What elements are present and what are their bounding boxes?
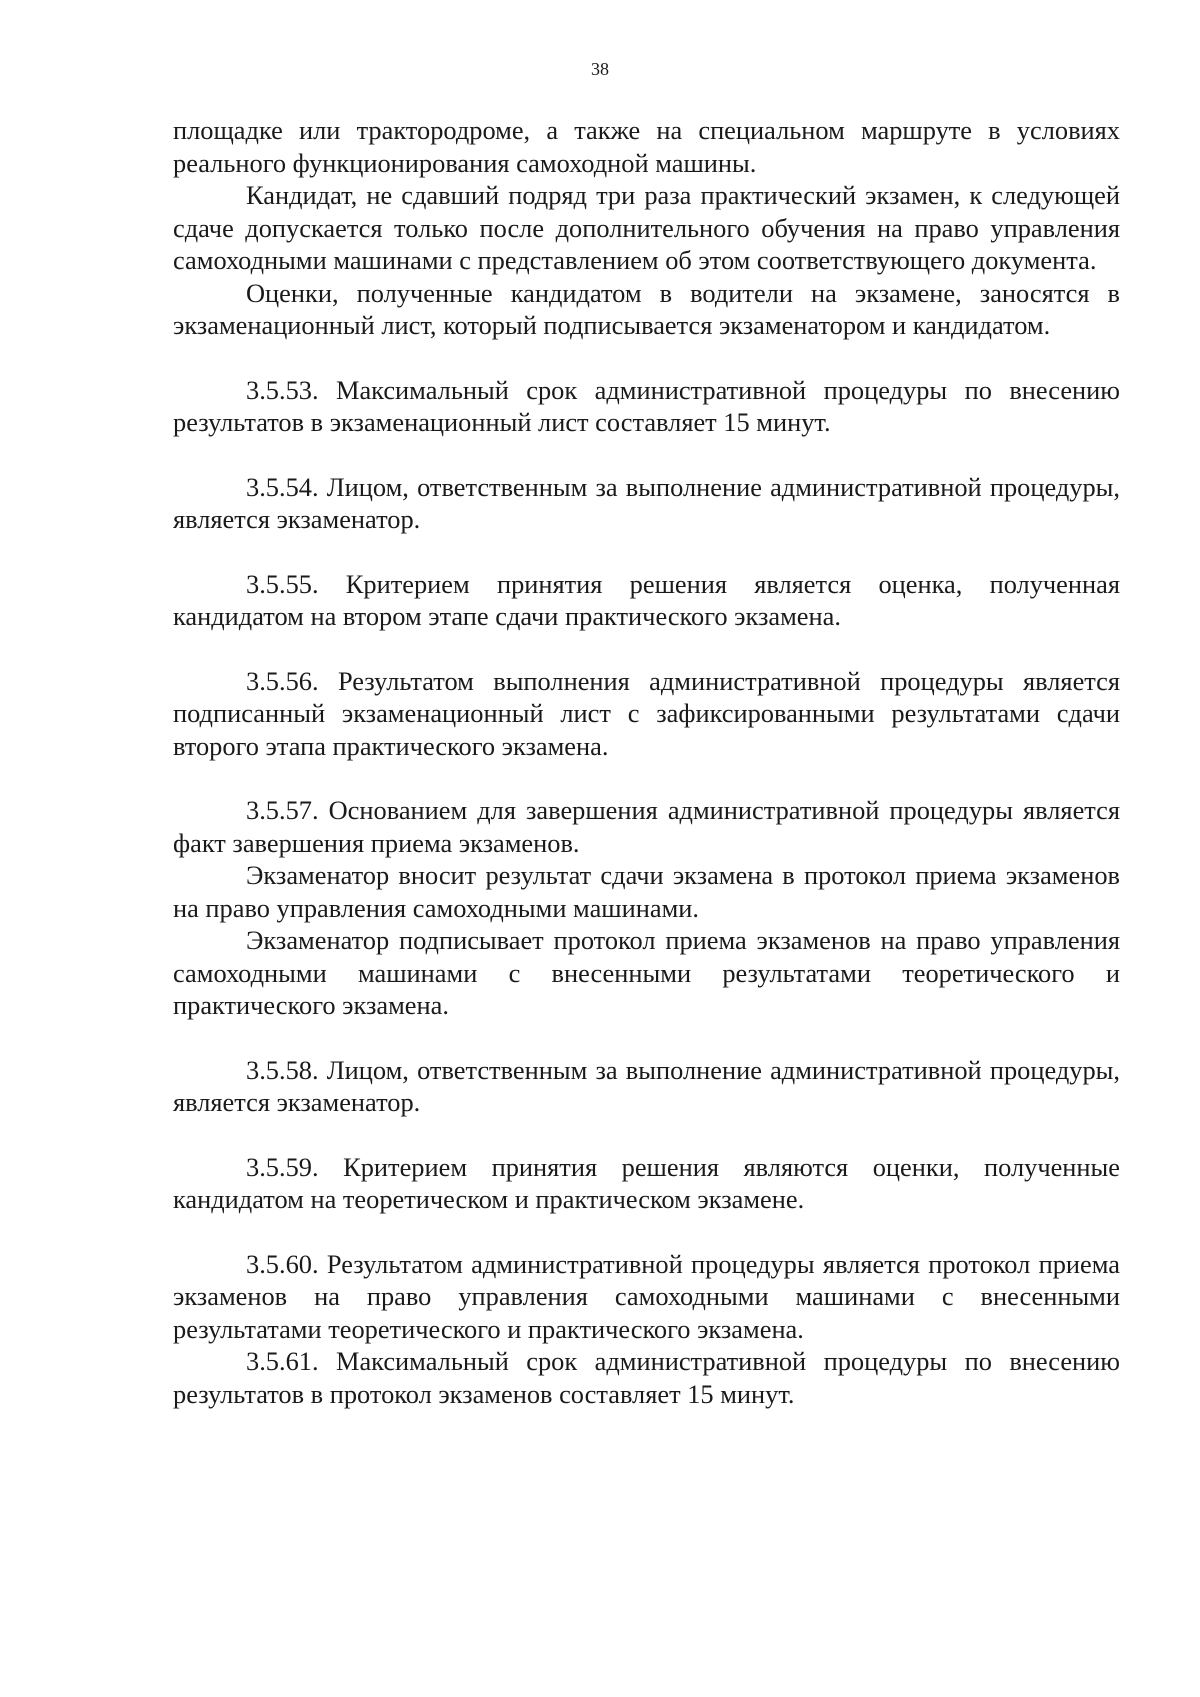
paragraph-3-5-58: 3.5.58. Лицом, ответственным за выполнение административной процедуры, является экзаменатор.: [173, 1054, 1120, 1117]
paragraph-continuation: площадке или трактородроме, а также на специальном маршруте в условиях реального функционирования самоходной машины.: [173, 115, 1120, 178]
paragraph-3-5-61: 3.5.61. Максимальный срок административной процедуры по внесению результатов в протокол экзаменов составляет 15 минут.: [173, 1346, 1120, 1409]
paragraph-candidate-retake: Кандидат, не сдавший подряд три раза практический экзамен, к следующей сдаче допускается только после дополнительного обучения на право управления самоходными машинами с представлением об этом соответствующего документа.: [173, 180, 1120, 275]
paragraph-3-5-60: 3.5.60. Результатом административной процедуры является протокол приема экзаменов на право управления самоходными машинами с внесенными результатами теоретического и практического экзамена.: [173, 1248, 1120, 1344]
paragraph-3-5-59: 3.5.59. Критерием принятия решения являются оценки, полученные кандидатом на теоретическом и практическом экзамене.: [173, 1151, 1120, 1214]
paragraph-3-5-55: 3.5.55. Критерием принятия решения является оценка, полученная кандидатом на втором этапе сдачи практического экзамена.: [173, 568, 1120, 631]
paragraph-3-5-56: 3.5.56. Результатом выполнения административной процедуры является подписанный экзаменационный лист с зафиксированными результатами сдачи второго этапа практического экзамена.: [173, 665, 1120, 761]
paragraph-3-5-53: 3.5.53. Максимальный срок административной процедуры по внесению результатов в экзаменационный лист составляет 15 минут.: [173, 374, 1120, 437]
paragraph-grades: Оценки, полученные кандидатом в водители на экзамене, заносятся в экзаменационный лист, который подписывается экзаменатором и кандидатом.: [173, 277, 1120, 340]
paragraph-3-5-54: 3.5.54. Лицом, ответственным за выполнение административной процедуры, является экзаменатор.: [173, 471, 1120, 534]
paragraph-examiner-records: Экзаменатор вносит результат сдачи экзамена в протокол приема экзаменов на право управления самоходными машинами.: [173, 860, 1120, 923]
document-body: [173, 114, 1120, 1410]
paragraph-3-5-57: 3.5.57. Основанием для завершения административной процедуры является факт завершения приема экзаменов.: [173, 795, 1120, 858]
page-number: 38: [591, 59, 609, 79]
paragraph-examiner-signs: Экзаменатор подписывает протокол приема экзаменов на право управления самоходными машинами с внесенными результатами теоретического и практического экзамена.: [173, 925, 1120, 1020]
